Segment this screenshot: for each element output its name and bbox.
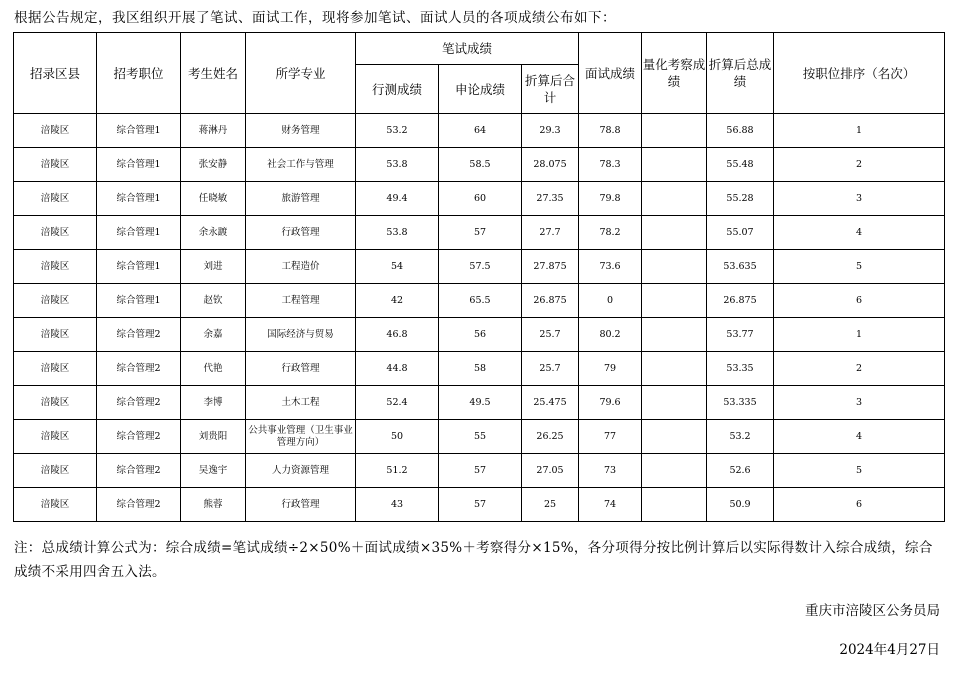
cell-interview: 77 [579, 420, 642, 454]
cell-name: 李博 [181, 386, 246, 420]
table-row [14, 216, 945, 250]
header-quantified: 量化考察成绩 [642, 33, 707, 114]
header-name: 考生姓名 [181, 33, 246, 114]
cell-xingce: 43 [356, 488, 439, 522]
cell-name: 熊蓉 [181, 488, 246, 522]
cell-written: 25.7 [522, 352, 579, 386]
table-row [14, 182, 945, 216]
cell-name: 余永踱 [181, 216, 246, 250]
cell-major: 行政管理 [246, 216, 356, 250]
cell-quantified [642, 488, 707, 522]
cell-rank: 3 [774, 182, 945, 216]
cell-rank: 4 [774, 420, 945, 454]
cell-name: 刘进 [181, 250, 246, 284]
table-row [14, 318, 945, 352]
cell-shenlun: 49.5 [439, 386, 522, 420]
cell-position: 综合管理1 [97, 182, 181, 216]
cell-shenlun: 57 [439, 488, 522, 522]
cell-xingce: 51.2 [356, 454, 439, 488]
cell-major: 社会工作与管理 [246, 148, 356, 182]
header-rank: 按职位排序（名次） [774, 33, 945, 114]
cell-name: 任晓敏 [181, 182, 246, 216]
cell-shenlun: 65.5 [439, 284, 522, 318]
cell-shenlun: 57 [439, 454, 522, 488]
cell-interview: 79.6 [579, 386, 642, 420]
cell-district: 涪陵区 [14, 386, 97, 420]
cell-district: 涪陵区 [14, 216, 97, 250]
cell-quantified [642, 386, 707, 420]
cell-written: 27.875 [522, 250, 579, 284]
cell-position: 综合管理2 [97, 386, 181, 420]
header-major: 所学专业 [246, 33, 356, 114]
table-row [14, 352, 945, 386]
cell-total: 53.2 [707, 420, 774, 454]
cell-xingce: 53.2 [356, 114, 439, 148]
cell-rank: 3 [774, 386, 945, 420]
cell-written: 27.05 [522, 454, 579, 488]
cell-shenlun: 55 [439, 420, 522, 454]
cell-major: 工程管理 [246, 284, 356, 318]
formula-note: 注：总成绩计算公式为：综合成绩=笔试成绩÷2×50%＋面试成绩×35%＋考察得分×15%，各分项得分按比例计算后以实际得数计入综合成绩，综合成绩不采用四舍五入法。 [14, 540, 933, 580]
cell-written: 27.35 [522, 182, 579, 216]
cell-quantified [642, 216, 707, 250]
cell-name: 吴逸宇 [181, 454, 246, 488]
header-shenlun: 申论成绩 [439, 65, 522, 114]
table-row [14, 114, 945, 148]
cell-xingce: 53.8 [356, 216, 439, 250]
cell-district: 涪陵区 [14, 250, 97, 284]
cell-position: 综合管理2 [97, 420, 181, 454]
cell-xingce: 46.8 [356, 318, 439, 352]
cell-district: 涪陵区 [14, 148, 97, 182]
cell-written: 25 [522, 488, 579, 522]
cell-total: 53.35 [707, 352, 774, 386]
cell-district: 涪陵区 [14, 454, 97, 488]
cell-interview: 80.2 [579, 318, 642, 352]
cell-written: 26.875 [522, 284, 579, 318]
cell-interview: 78.3 [579, 148, 642, 182]
cell-xingce: 44.8 [356, 352, 439, 386]
cell-major: 国际经济与贸易 [246, 318, 356, 352]
cell-rank: 5 [774, 454, 945, 488]
header-district: 招录区县 [14, 33, 97, 114]
cell-major: 公共事业管理（卫生事业管理方向） [246, 420, 356, 454]
cell-district: 涪陵区 [14, 488, 97, 522]
cell-major: 行政管理 [246, 488, 356, 522]
cell-rank: 1 [774, 318, 945, 352]
cell-quantified [642, 454, 707, 488]
cell-name: 刘贵阳 [181, 420, 246, 454]
cell-major: 土木工程 [246, 386, 356, 420]
cell-xingce: 54 [356, 250, 439, 284]
cell-rank: 4 [774, 216, 945, 250]
cell-quantified [642, 250, 707, 284]
table-row [14, 250, 945, 284]
header-xingce: 行测成绩 [356, 65, 439, 114]
cell-district: 涪陵区 [14, 284, 97, 318]
header-interview: 面试成绩 [579, 33, 642, 114]
cell-position: 综合管理1 [97, 148, 181, 182]
cell-written: 25.7 [522, 318, 579, 352]
cell-name: 余嘉 [181, 318, 246, 352]
cell-position: 综合管理1 [97, 114, 181, 148]
table-row [14, 148, 945, 182]
cell-district: 涪陵区 [14, 352, 97, 386]
cell-name: 张安静 [181, 148, 246, 182]
cell-rank: 6 [774, 284, 945, 318]
cell-interview: 78.2 [579, 216, 642, 250]
cell-district: 涪陵区 [14, 114, 97, 148]
cell-quantified [642, 352, 707, 386]
cell-interview: 78.8 [579, 114, 642, 148]
cell-shenlun: 57.5 [439, 250, 522, 284]
table-header-row [14, 33, 945, 65]
cell-shenlun: 64 [439, 114, 522, 148]
cell-position: 综合管理2 [97, 488, 181, 522]
cell-xingce: 52.4 [356, 386, 439, 420]
cell-position: 综合管理1 [97, 284, 181, 318]
cell-xingce: 49.4 [356, 182, 439, 216]
cell-shenlun: 58.5 [439, 148, 522, 182]
intro-text: 根据公告规定，我区组织开展了笔试、面试工作，现将参加笔试、面试人员的各项成绩公布如下： [14, 10, 616, 26]
cell-interview: 79 [579, 352, 642, 386]
cell-position: 综合管理2 [97, 318, 181, 352]
cell-quantified [642, 284, 707, 318]
cell-major: 财务管理 [246, 114, 356, 148]
table-body [14, 114, 945, 522]
cell-total: 50.9 [707, 488, 774, 522]
cell-name: 代艳 [181, 352, 246, 386]
header-written-group: 笔试成绩 [356, 33, 579, 65]
cell-rank: 6 [774, 488, 945, 522]
cell-district: 涪陵区 [14, 420, 97, 454]
cell-written: 29.3 [522, 114, 579, 148]
cell-rank: 5 [774, 250, 945, 284]
score-table [13, 32, 945, 522]
cell-written: 25.475 [522, 386, 579, 420]
cell-shenlun: 57 [439, 216, 522, 250]
cell-total: 55.48 [707, 148, 774, 182]
cell-quantified [642, 182, 707, 216]
cell-written: 28.075 [522, 148, 579, 182]
cell-name: 赵钦 [181, 284, 246, 318]
table-row [14, 386, 945, 420]
cell-shenlun: 56 [439, 318, 522, 352]
cell-total: 55.28 [707, 182, 774, 216]
cell-total: 52.6 [707, 454, 774, 488]
cell-xingce: 42 [356, 284, 439, 318]
cell-total: 56.88 [707, 114, 774, 148]
cell-position: 综合管理1 [97, 250, 181, 284]
table-row [14, 284, 945, 318]
cell-interview: 73 [579, 454, 642, 488]
cell-interview: 73.6 [579, 250, 642, 284]
table-row [14, 420, 945, 454]
header-written-converted: 折算后合计 [522, 65, 579, 114]
cell-shenlun: 60 [439, 182, 522, 216]
cell-major: 行政管理 [246, 352, 356, 386]
cell-xingce: 53.8 [356, 148, 439, 182]
cell-interview: 79.8 [579, 182, 642, 216]
cell-total: 53.335 [707, 386, 774, 420]
cell-rank: 1 [774, 114, 945, 148]
cell-quantified [642, 420, 707, 454]
cell-major: 工程造价 [246, 250, 356, 284]
cell-written: 26.25 [522, 420, 579, 454]
header-position: 招考职位 [97, 33, 181, 114]
cell-district: 涪陵区 [14, 318, 97, 352]
cell-rank: 2 [774, 352, 945, 386]
cell-total: 53.77 [707, 318, 774, 352]
cell-shenlun: 58 [439, 352, 522, 386]
cell-xingce: 50 [356, 420, 439, 454]
header-total-converted: 折算后总成绩 [707, 33, 774, 114]
cell-major: 人力资源管理 [246, 454, 356, 488]
cell-total: 53.635 [707, 250, 774, 284]
cell-district: 涪陵区 [14, 182, 97, 216]
cell-total: 55.07 [707, 216, 774, 250]
cell-name: 蒋淋丹 [181, 114, 246, 148]
cell-quantified [642, 318, 707, 352]
cell-total: 26.875 [707, 284, 774, 318]
cell-position: 综合管理1 [97, 216, 181, 250]
issue-date: 2024年4月27日 [839, 642, 940, 658]
cell-major: 旅游管理 [246, 182, 356, 216]
cell-interview: 0 [579, 284, 642, 318]
table-row [14, 488, 945, 522]
cell-position: 综合管理2 [97, 454, 181, 488]
cell-interview: 74 [579, 488, 642, 522]
cell-rank: 2 [774, 148, 945, 182]
issuer-signature: 重庆市涪陵区公务员局 [805, 603, 940, 619]
cell-written: 27.7 [522, 216, 579, 250]
cell-quantified [642, 114, 707, 148]
cell-quantified [642, 148, 707, 182]
cell-position: 综合管理2 [97, 352, 181, 386]
table-row [14, 454, 945, 488]
